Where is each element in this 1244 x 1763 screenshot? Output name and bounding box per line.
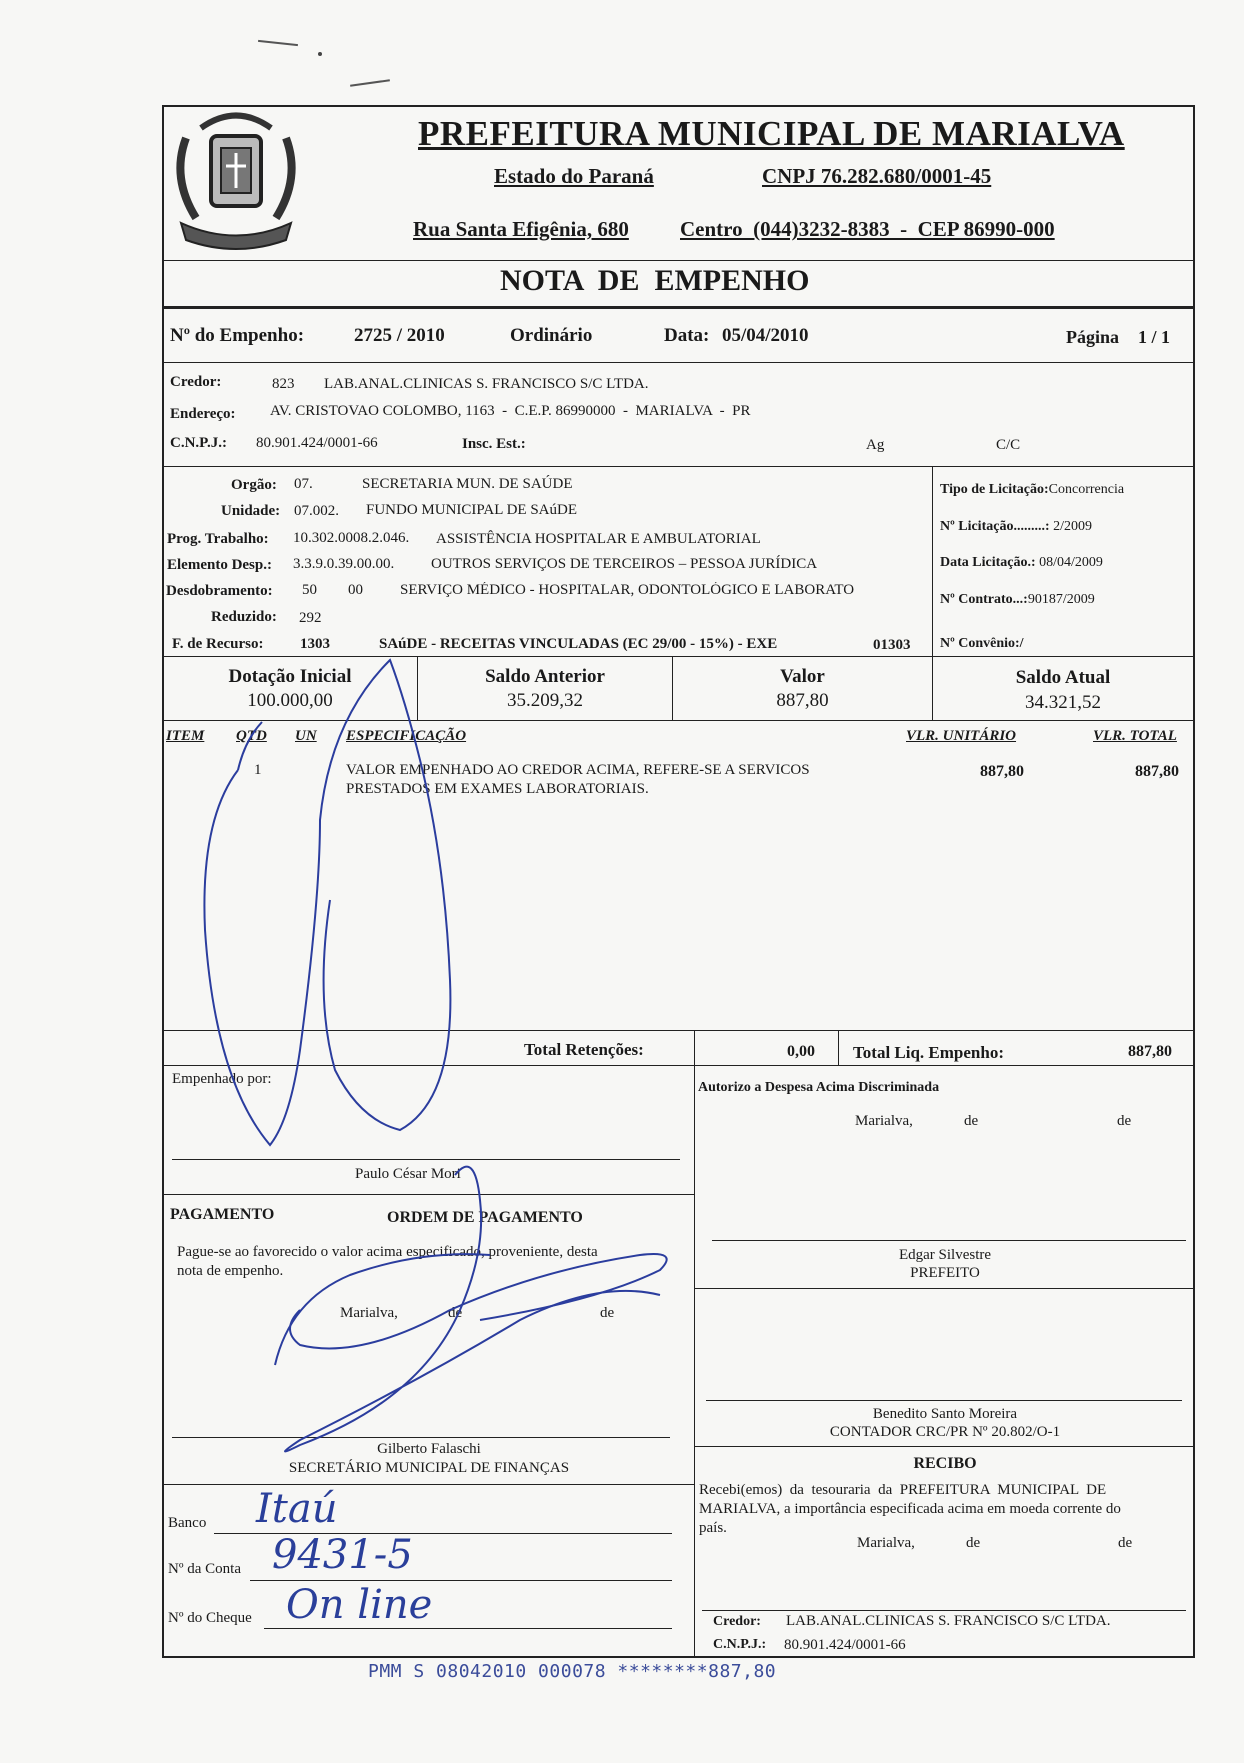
recibo-text-line2: MARIALVA, a importância especificada acima em moeda corrente do — [699, 1501, 1121, 1517]
recurso-name: SAúDE - RECEITAS VINCULADAS (EC 29/00 - 15%) - EXE — [379, 636, 778, 652]
signature-line — [172, 1437, 670, 1438]
header-phone: Centro (044)3232-8383 - CEP 86990-000 — [680, 217, 1055, 241]
conta-label: Nº da Conta — [168, 1561, 241, 1577]
total-retencoes-label: Total Retenções: — [524, 1040, 644, 1059]
pagamento-place: Marialva, — [340, 1305, 398, 1321]
recibo-de1: de — [966, 1535, 981, 1551]
credor-name: LAB.ANAL.CLINICAS S. FRANCISCO S/C LTDA. — [324, 376, 649, 392]
pagamento-de2: de — [600, 1305, 615, 1321]
empenhado-name: Paulo César Mori — [355, 1166, 461, 1182]
recibo-cnpj-label: C.N.P.J.: — [713, 1637, 767, 1652]
credor-label: Credor: — [170, 374, 222, 390]
orgao-code: 07. — [294, 476, 313, 492]
cheque-label: Nº do Cheque — [168, 1610, 252, 1626]
valor-label: Valor — [780, 666, 825, 687]
orgao-name: SECRETARIA MUN. DE SAÚDE — [362, 476, 573, 492]
total-liquido-label: Total Liq. Empenho: — [853, 1043, 1004, 1062]
divider — [695, 1288, 1194, 1289]
col-header-item: ITEM — [166, 728, 205, 744]
empenho-type: Ordinário — [510, 325, 593, 346]
secretario-name: Gilberto Falaschi — [377, 1441, 481, 1457]
divider — [163, 466, 1194, 467]
recurso-code2: 01303 — [873, 637, 911, 653]
saldo-anterior-label: Saldo Anterior — [485, 666, 605, 687]
scan-mark — [318, 52, 322, 56]
pagamento-label: PAGAMENTO — [170, 1206, 275, 1223]
contador-name: Benedito Santo Moreira — [872, 1406, 1018, 1422]
orgao-label: Orgão: — [231, 477, 277, 493]
cheque-line — [264, 1628, 672, 1629]
credor-code: 823 — [272, 376, 295, 392]
unidade-code: 07.002. — [294, 503, 339, 519]
licitacao-num-label: Nº Licitação.........: — [940, 519, 1050, 534]
unidade-name: FUNDO MUNICIPAL DE SAúDE — [366, 502, 577, 518]
page-number: 1 / 1 — [1138, 327, 1171, 347]
autorizo-de2: de — [1117, 1113, 1132, 1129]
recibo-credor-name: LAB.ANAL.CLINICAS S. FRANCISCO S/C LTDA. — [786, 1613, 1111, 1629]
licitacao-data-value: 08/04/2009 — [1039, 555, 1103, 570]
signature-line — [172, 1159, 680, 1160]
divider-vertical — [694, 1030, 695, 1065]
document-title: NOTA DE EMPENHO — [500, 264, 810, 297]
recurso-code: 1303 — [300, 636, 330, 652]
item-description-line2: PRESTADOS EM EXAMES LABORATORIAIS. — [346, 781, 649, 797]
licitacao-tipo-label: Tipo de Licitação: — [940, 482, 1049, 497]
header-cnpj: CNPJ 76.282.680/0001-45 — [762, 164, 992, 188]
conta-line — [250, 1580, 672, 1581]
secretario-role: SECRETÁRIO MUNICIPAL DE FINANÇAS — [288, 1460, 570, 1476]
item-total-value: 887,80 — [1135, 763, 1179, 780]
saldo-atual-label: Saldo Atual — [1015, 667, 1111, 688]
prog-name: ASSISTÊNCIA HOSPITALAR E AMBULATORIAL — [436, 531, 761, 547]
col-header-qtd: QTD — [236, 728, 267, 744]
item-qtd: 1 — [254, 762, 262, 778]
divider — [163, 1484, 695, 1485]
total-retencoes-value: 0,00 — [787, 1043, 815, 1060]
divider — [695, 1446, 1194, 1447]
prog-code: 10.302.0008.2.046. — [293, 530, 410, 546]
col-header-un: UN — [295, 728, 317, 744]
prefeito-name: Edgar Silvestre — [898, 1247, 992, 1263]
scan-mark — [350, 79, 390, 87]
recibo-cnpj: 80.901.424/0001-66 — [784, 1637, 906, 1653]
licitacao-num — [940, 519, 1092, 535]
licitacao-tipo-value: Concorrencia — [1048, 482, 1125, 497]
contador-role: CONTADOR CRC/PR Nº 20.802/O-1 — [829, 1424, 1061, 1440]
bank-authentication-stamp: PMM S 08042010 000078 ********887,80 — [368, 1661, 777, 1682]
recurso-label: F. de Recurso: — [172, 636, 264, 652]
signature-line — [706, 1400, 1182, 1401]
elemento-label: Elemento Desp.: — [167, 557, 272, 573]
dotacao-inicial-value: 100.000,00 — [247, 690, 333, 711]
empenhado-label: Empenhado por: — [172, 1071, 272, 1087]
elemento-code: 3.3.9.0.39.00.00. — [293, 556, 395, 572]
autorizo-de1: de — [964, 1113, 979, 1129]
signature-line — [712, 1240, 1186, 1241]
signature-line — [702, 1610, 1186, 1611]
licitacao-data-label: Data Licitação.: — [940, 555, 1036, 570]
desdobramento-code1: 50 — [302, 582, 317, 598]
ordem-pagamento-label: ORDEM DE PAGAMENTO — [387, 1209, 583, 1226]
saldo-anterior-value: 35.209,32 — [507, 690, 583, 711]
licitacao-convenio: Nº Convênio:/ — [940, 636, 1024, 651]
ag-label: Ag — [866, 437, 885, 453]
pagamento-text-line1: Pague-se ao favorecido o valor acima especificado, proveniente, desta — [177, 1244, 598, 1260]
empenho-date: 05/04/2010 — [722, 325, 809, 346]
page-label: Página — [1066, 327, 1120, 347]
endereco-value: AV. CRISTOVAO COLOMBO, 1163 - C.E.P. 86990000 - MARIALVA - PR — [270, 403, 751, 419]
autorizo-label: Autorizo a Despesa Acima Discriminada — [698, 1080, 940, 1095]
conta-handwritten: 9431-5 — [272, 1532, 413, 1578]
divider — [163, 1030, 1194, 1031]
saldo-atual-value: 34.321,52 — [1025, 692, 1101, 713]
header-address: Rua Santa Efigênia, 680 — [413, 217, 629, 241]
licitacao-tipo — [940, 482, 1124, 498]
divider — [163, 306, 1194, 309]
header-title: PREFEITURA MUNICIPAL DE MARIALVA — [418, 114, 1125, 153]
dotacao-inicial-label: Dotação Inicial — [228, 666, 352, 687]
divider-vertical — [838, 1030, 839, 1065]
recibo-de2: de — [1118, 1535, 1133, 1551]
banco-label: Banco — [168, 1515, 207, 1531]
col-header-especificacao: ESPECIFICAÇÃO — [346, 728, 467, 744]
item-unit-value: 887,80 — [980, 763, 1024, 780]
col-header-vlr-unitario: VLR. UNITÁRIO — [906, 728, 1017, 744]
total-liquido-value: 887,80 — [1128, 1043, 1172, 1060]
valor-value: 887,80 — [776, 690, 829, 711]
recibo-credor-label: Credor: — [713, 1614, 761, 1629]
elemento-name: OUTROS SERVIÇOS DE TERCEIROS – PESSOA JURÍDICA — [431, 556, 818, 572]
scan-mark — [258, 40, 298, 46]
credor-cnpj: 80.901.424/0001-66 — [256, 435, 378, 451]
empenho-number-label: Nº do Empenho: — [170, 325, 305, 346]
prog-label: Prog. Trabalho: — [167, 531, 269, 547]
divider — [163, 1065, 1194, 1066]
recibo-text-line1: Recebi(emos) da tesouraria da PREFEITURA MUNICIPAL DE — [699, 1482, 1107, 1498]
licitacao-contrato-value: 90187/2009 — [1027, 592, 1095, 607]
divider-vertical — [932, 466, 933, 656]
col-header-vlr-total: VLR. TOTAL — [1093, 728, 1177, 744]
licitacao-data — [940, 555, 1103, 571]
divider — [163, 720, 1194, 721]
empenho-date-label: Data: — [664, 325, 710, 346]
coat-of-arms-seal — [166, 108, 306, 258]
prefeito-role: PREFEITO — [910, 1265, 980, 1281]
pagamento-text-line2: nota de empenho. — [177, 1263, 284, 1279]
header-state: Estado do Paraná — [494, 164, 654, 188]
divider-vertical — [694, 1065, 695, 1657]
licitacao-contrato — [940, 592, 1095, 608]
recibo-text-line3: país. — [699, 1520, 727, 1536]
pagamento-de1: de — [448, 1305, 463, 1321]
recibo-label: RECIBO — [913, 1455, 977, 1472]
unidade-label: Unidade: — [221, 503, 281, 519]
cheque-handwritten: On line — [286, 1582, 433, 1628]
divider — [163, 656, 1194, 657]
divider — [163, 1194, 695, 1195]
reduzido-value: 292 — [299, 610, 322, 626]
endereco-label: Endereço: — [170, 406, 236, 422]
desdobramento-code2: 00 — [348, 582, 363, 598]
autorizo-place: Marialva, — [855, 1113, 913, 1129]
banco-handwritten: Itaú — [256, 1486, 338, 1532]
licitacao-contrato-label: Nº Contrato...: — [940, 592, 1028, 607]
credor-cnpj-label: C.N.P.J.: — [170, 435, 227, 451]
licitacao-num-value: 2/2009 — [1053, 519, 1092, 534]
recibo-place: Marialva, — [857, 1535, 915, 1551]
desdobramento-name: SERVIÇO MÉDICO - HOSPITALAR, ODONTOLÓGICO E LABORATO — [400, 582, 855, 598]
divider — [163, 362, 1194, 363]
divider — [163, 260, 1194, 261]
insc-label: Insc. Est.: — [462, 436, 526, 452]
reduzido-label: Reduzido: — [211, 609, 277, 625]
desdobramento-label: Desdobramento: — [166, 583, 273, 599]
cc-label: C/C — [996, 437, 1021, 453]
item-description-line1: VALOR EMPENHADO AO CREDOR ACIMA, REFERE-SE A SERVICOS — [346, 762, 810, 778]
empenho-number: 2725 / 2010 — [354, 325, 445, 346]
